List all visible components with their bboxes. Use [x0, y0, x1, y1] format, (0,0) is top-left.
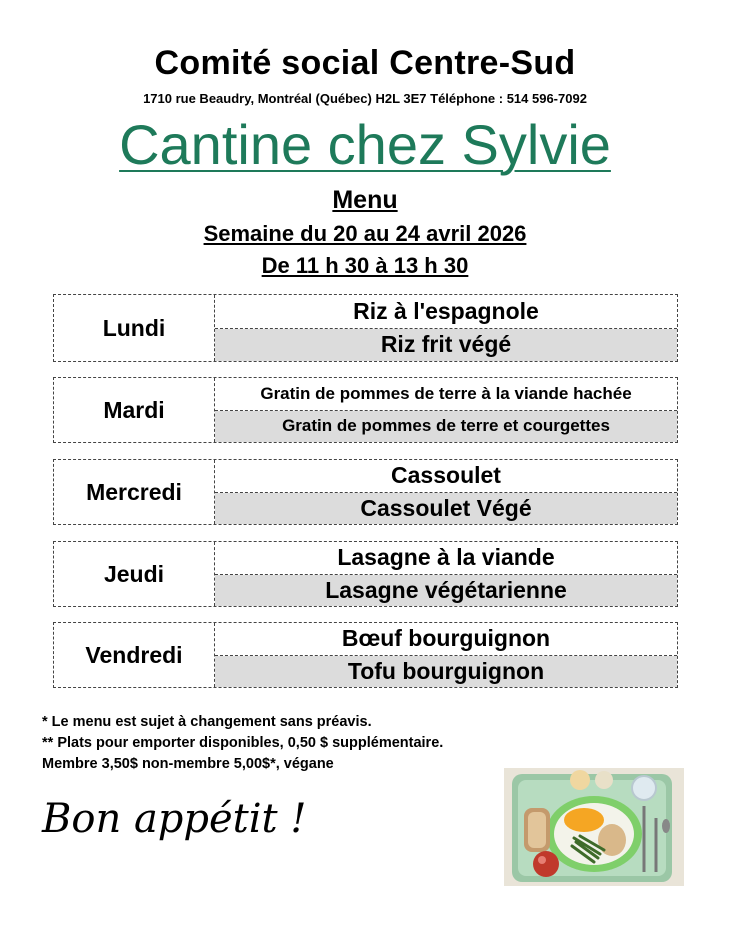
menu-label: Menu [332, 186, 398, 214]
day-name: Lundi [54, 295, 215, 361]
dish-vegetarian: Cassoulet Végé [215, 493, 677, 525]
dish-regular: Gratin de pommes de terre à la viande hachée [215, 378, 677, 411]
dish-list [215, 295, 677, 361]
dish-vegetarian: Gratin de pommes de terre et courgettes [215, 411, 677, 443]
dish-vegetarian: Lasagne végétarienne [215, 575, 677, 607]
day-name: Mercredi [54, 460, 215, 524]
day-block-wednesday [53, 459, 678, 525]
dish-list [215, 460, 677, 524]
organization-address: 1710 rue Beaudry, Montréal (Québec) H2L 3E7 Téléphone : 514 596-7092 [143, 91, 587, 106]
service-hours: De 11 h 30 à 13 h 30 [261, 253, 469, 278]
dish-regular: Riz à l'espagnole [215, 295, 677, 329]
dish-vegetarian: Riz frit végé [215, 329, 677, 362]
note-menu-change: * Le menu est sujet à changement sans préavis. [42, 714, 372, 730]
notes [42, 712, 443, 775]
day-name: Jeudi [54, 542, 215, 606]
day-block-thursday [53, 541, 678, 607]
page-title: Cantine chez Sylvie [119, 113, 611, 176]
dish-list [215, 378, 677, 442]
dish-list [215, 542, 677, 606]
organization-name: Comité social Centre-Sud [154, 44, 576, 82]
day-block-monday [53, 294, 678, 362]
dish-regular: Bœuf bourguignon [215, 623, 677, 656]
day-block-tuesday [53, 377, 678, 443]
closing-message: Bon appétit ! [42, 796, 307, 842]
dish-vegetarian: Tofu bourguignon [215, 656, 677, 688]
dish-regular: Lasagne à la viande [215, 542, 677, 575]
meal-tray-photo [504, 768, 684, 886]
day-name: Mardi [54, 378, 215, 442]
dish-regular: Cassoulet [215, 460, 677, 493]
day-name: Vendredi [54, 623, 215, 687]
note-takeout: ** Plats pour emporter disponibles, 0,50 $ supplémentaire. [42, 735, 444, 751]
note-prices: Membre 3,50$ non-membre 5,00$*, végane [42, 756, 334, 772]
dish-list [215, 623, 677, 687]
week-dates: Semaine du 20 au 24 avril 2026 [203, 221, 527, 246]
day-block-friday [53, 622, 678, 688]
